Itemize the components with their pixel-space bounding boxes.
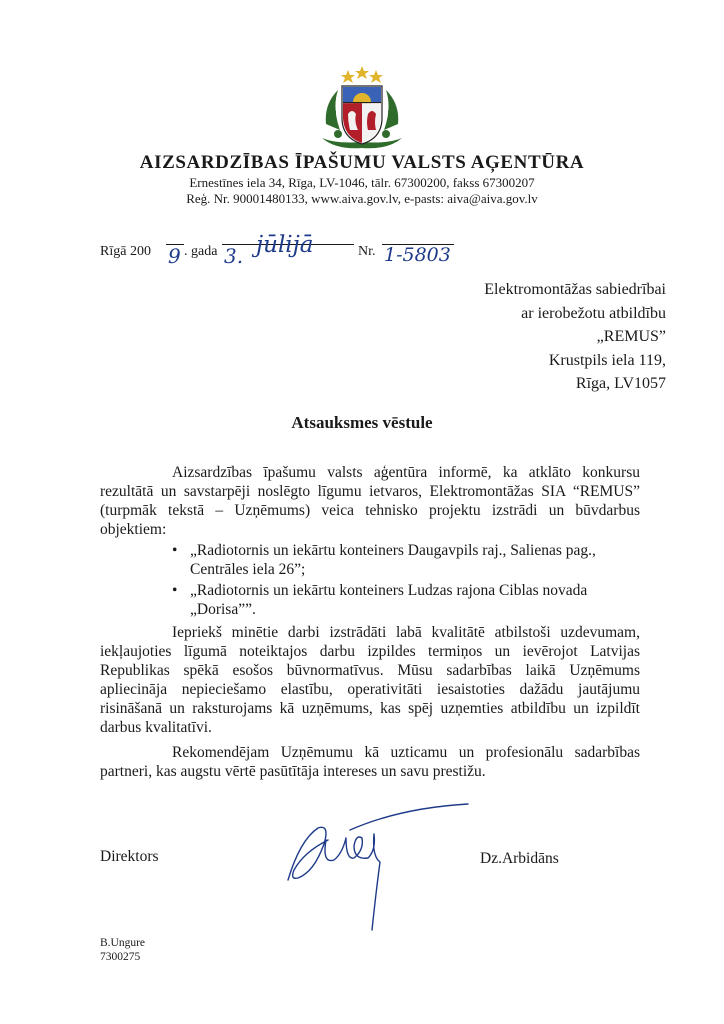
recipient-line: ar ierobežotu atbildību: [521, 304, 666, 322]
handwritten-document-number: 1-5803: [384, 244, 451, 266]
handwritten-year-digit: 9: [168, 244, 181, 268]
list-item: [100, 541, 640, 579]
place-year-prefix: Rīgā 200: [100, 244, 151, 259]
organization-registration: Reģ. Nr. 90001480133, www.aiva.gov.lv, e-pasts: aiva@aiva.gov.lv: [186, 191, 538, 206]
letter-body: [100, 463, 640, 781]
bullet-icon: •: [172, 582, 178, 599]
recipient-line: Rīga, LV1057: [575, 375, 666, 392]
bullet-icon: •: [172, 542, 178, 559]
handwritten-day: 3.: [224, 244, 244, 268]
list-item: [100, 581, 640, 619]
list-item-text: „Radiotornis un iekārtu konteiners Daugavpils raj., Salienas pag., Centrāles iela 26”;: [190, 542, 596, 578]
list-item-text: „Radiotornis un iekārtu konteiners Ludzas rajona Ciblas novada „Dorisa””.: [190, 582, 588, 618]
handwritten-month: jūlijā: [256, 232, 314, 258]
signatory-name: Dz.Arbidāns: [480, 850, 559, 867]
organization-name: AIZSARDZĪBAS ĪPAŠUMU VALSTS AĢENTŪRA: [139, 152, 585, 173]
date-number-line: [100, 232, 500, 270]
latvia-coat-of-arms-icon: [318, 64, 406, 156]
object-list: [100, 541, 640, 619]
recipient-line: „REMUS”: [596, 328, 666, 345]
preparer-name: B.Ungure: [100, 937, 146, 949]
organization-address: Ernestīnes iela 34, Rīga, LV-1046, tālr. 67300200, fakss 67300207: [189, 175, 535, 190]
body-paragraph-1: Aizsardzības īpašumu valsts aģentūra informē, ka atklāto konkursu rezultātā un savstarpēji noslēgto līgumu ietvaros, Elektromontāžas SIA “REMUS” (turpmāk tekstā – Uzņēmums) veica tehnisko projektu izstrādi un būvdarbus objektiem:: [100, 464, 640, 538]
gada-label: . gada: [184, 244, 218, 259]
handwritten-signature: [280, 800, 480, 940]
recipient-line: Krustpils iela 119,: [548, 351, 666, 369]
recipient-address: [484, 278, 666, 396]
letter-title: Atsauksmes vēstule: [291, 413, 433, 432]
signatory-position: Direktors: [100, 848, 159, 865]
preparer-phone: 7300275: [100, 951, 141, 963]
number-label: Nr.: [358, 244, 376, 259]
body-paragraph-3: Rekomendējam Uzņēmumu kā uzticamu un profesionālu sadarbības partneri, kas augstu vērtē pasūtītāja intereses un savu prestižu.: [100, 744, 640, 780]
prepared-by: [100, 936, 145, 964]
recipient-line: Elektromontāžas sabiedrībai: [484, 281, 666, 298]
body-paragraph-2: Iepriekš minētie darbi izstrādāti labā kvalitātē atbilstoši uzdevumam, iekļaujoties līgumā noteiktajos darbu izpildes termiņos un ievērojot Latvijas Republikas spēkā esošos būvnormatīvus. Mūsu sadarbības laikā Uzņēmums apliecināja nepieciešamo elastību, operativitāti iesaistoties dažādu jautājumu risināšanā un raksturojams kā uzņēmums, kas spēj uzņemties atbildību un izpildīt darbus kvalitatīvi.: [100, 624, 640, 736]
